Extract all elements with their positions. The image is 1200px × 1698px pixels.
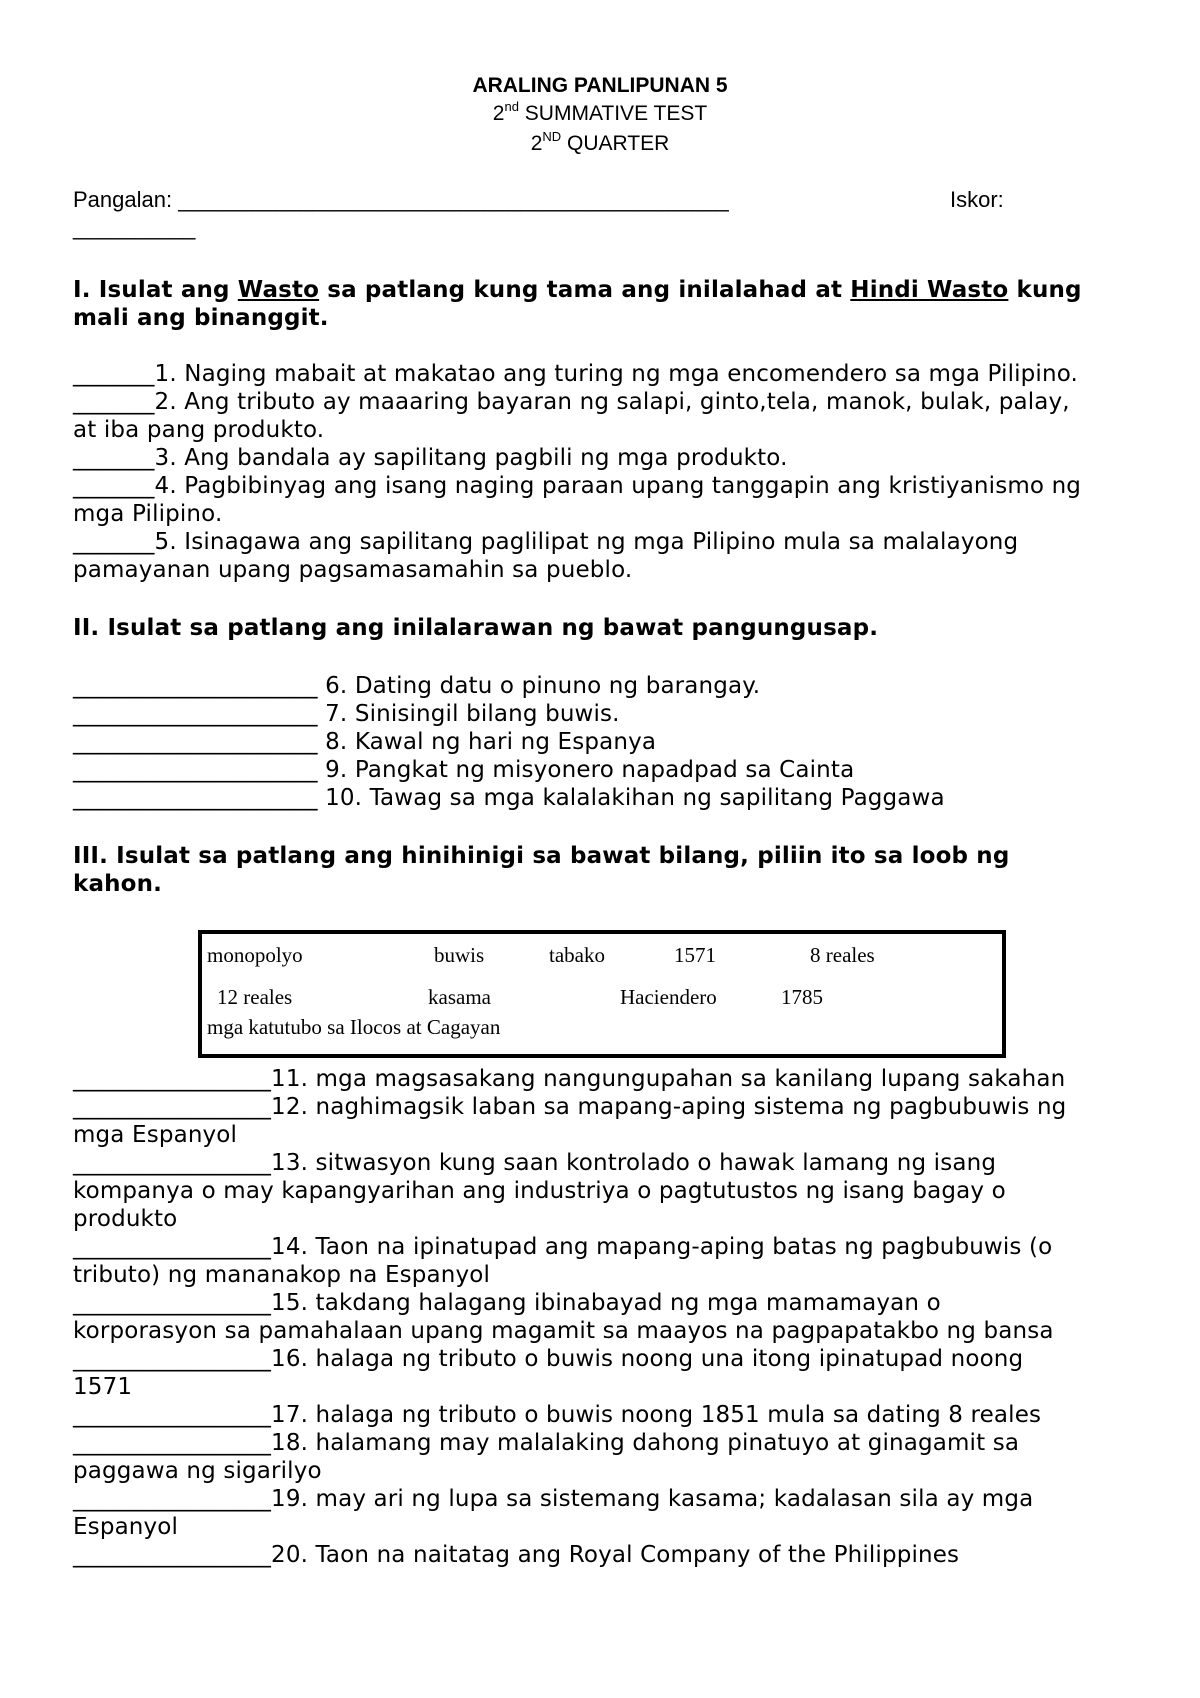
name-label: Pangalan: [73,187,179,212]
item-line: _____________________ 7. Sinisingil bilang buwis. [73,701,620,727]
section3-heading: III. Isulat sa patlang ang hinihinigi sa bawat bilang, piliin ito sa loob ng [73,843,1010,869]
name-field[interactable] [73,186,729,214]
item-line: _________________16. halaga ng tributo o buwis noong una itong ipinatupad noong [73,1346,1024,1372]
item-line: _____________________ 10. Tawag sa mga kalalakihan ng sapilitang Paggawa [73,785,945,811]
item-line: mga Pilipino. [73,501,223,527]
score-blank[interactable]: __________ [73,215,196,240]
item-line: Espanyol [73,1514,179,1540]
item-line: produkto [73,1206,178,1232]
choice-item: Haciendero [620,985,717,1009]
item-line: _______5. Isinagawa ang sapilitang paglilipat ng mga Pilipino mula sa malalayong [73,529,1019,555]
score-label: Iskor: [950,187,1004,212]
item-line: _________________11. mga magsasakang nangungupahan sa kanilang lupang sakahan [73,1066,1066,1092]
item-line: korporasyon sa pamahalaan upang magamit sa maayos na pagpapatakbo ng bansa [73,1318,1054,1344]
choice-item: 12 reales [217,985,293,1009]
test-title: ARALING PANLIPUNAN 5 [472,74,728,97]
section1-heading-cont: mali ang binanggit. [73,305,329,331]
item-line: _________________17. halaga ng tributo o buwis noong 1851 mula sa dating 8 reales [73,1402,1042,1428]
choice-item: 8 reales [810,943,875,967]
test-subtitle: 2nd SUMMATIVE TEST [492,99,708,125]
item-line: paggawa ng sigarilyo [73,1458,322,1484]
item-line: _________________13. sitwasyon kung saan kontrolado o hawak lamang ng isang [73,1150,997,1176]
item-line: mga Espanyol [73,1122,238,1148]
section3-heading-cont: kahon. [73,871,163,897]
item-line: _______2. Ang tributo ay maaaring bayaran ng salapi, ginto,tela, manok, bulak, palay, [73,389,1070,415]
choice-item: tabako [549,943,605,967]
item-line: _______4. Pagbibinyag ang isang naging paraan upang tanggapin ang kristiyanismo ng [73,473,1082,499]
name-blank[interactable]: _____________________________________________ [178,187,729,212]
choice-item: buwis [434,943,485,967]
test-quarter: 2ND QUARTER [530,129,670,155]
item-line: _________________14. Taon na ipinatupad ang mapang-aping batas ng pagbubuwis (o [73,1234,1053,1260]
section2-heading: II. Isulat sa patlang ang inilalarawan ng bawat pangungusap. [73,615,879,641]
choice-item: 1785 [781,985,823,1009]
choice-item: mga katutubo sa Ilocos at Cagayan [207,1015,501,1039]
item-line: _________________15. takdang halagang ibinabayad ng mga mamamayan o [73,1290,941,1316]
choice-item: 1571 [674,943,716,967]
item-line: at iba pang produkto. [73,417,325,443]
item-line: 1571 [73,1374,133,1400]
item-line: _________________12. naghimagsik laban sa mapang-aping sistema ng pagbubuwis ng [73,1094,1067,1120]
item-line: _________________19. may ari ng lupa sa sistemang kasama; kadalasan sila ay mga [73,1486,1034,1512]
item-line: _____________________ 6. Dating datu o pinuno ng barangay. [73,673,761,699]
item-line: _________________18. halamang may malalaking dahong pinatuyo at ginagamit sa [73,1430,1020,1456]
choice-item: monopolyo [207,943,303,967]
item-line: kompanya o may kapangyarihan ang industriya o pagtutustos ng isang bagay o [73,1178,1006,1204]
item-line: _____________________ 9. Pangkat ng misyonero napadpad sa Cainta [73,757,855,783]
item-line: _______1. Naging mabait at makatao ang turing ng mga encomendero sa mga Pilipino. [73,361,1078,387]
choice-item: kasama [428,985,491,1009]
item-line: pamayanan upang pagsamasamahin sa pueblo. [73,557,633,583]
item-line: _____________________ 8. Kawal ng hari ng Espanya [73,729,657,755]
section1-heading: I. Isulat ang Wasto sa patlang kung tama ang inilalahad at Hindi Wasto kung [73,277,1082,303]
item-line: _______3. Ang bandala ay sapilitang pagbili ng mga produkto. [73,445,788,471]
item-line: tributo) ng mananakop na Espanyol [73,1262,491,1288]
item-line: _________________20. Taon na naitatag ang Royal Company of the Philippines [73,1542,960,1568]
